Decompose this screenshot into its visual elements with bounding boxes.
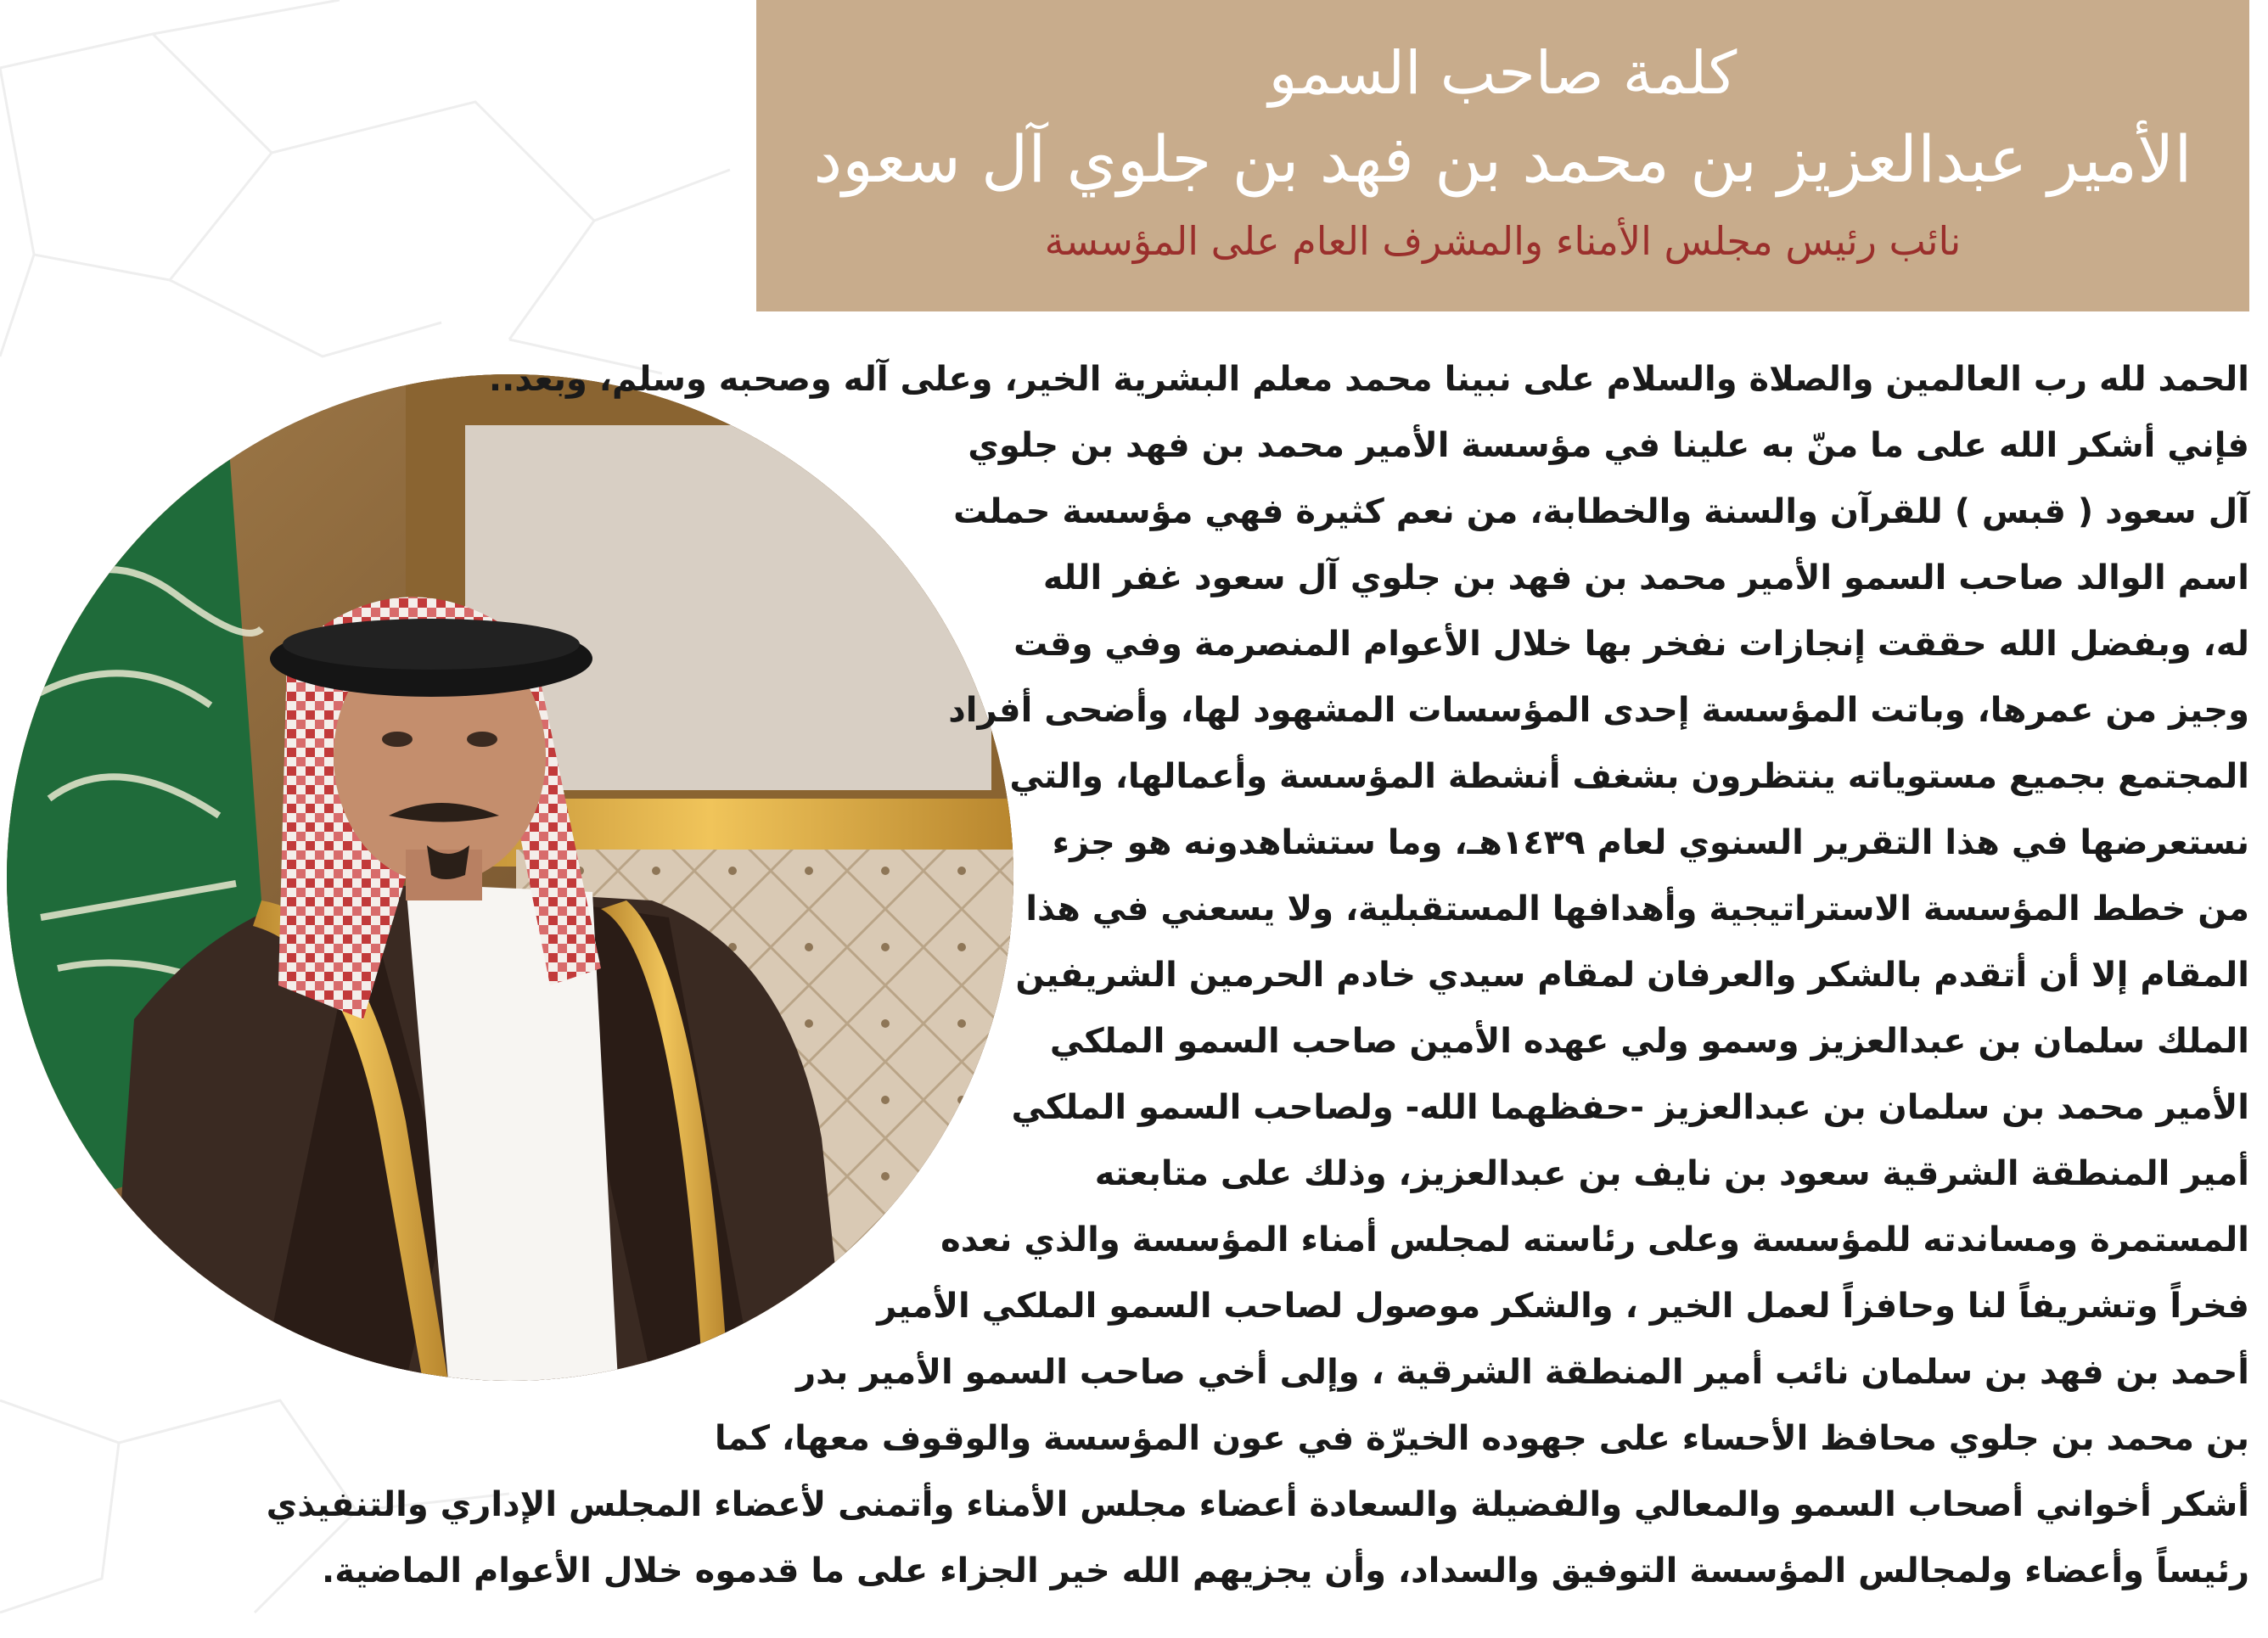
speaker-position: نائب رئيس مجلس الأمناء والمشرف العام على المؤسسة xyxy=(1044,218,1962,264)
speech-line: الملك سلمان بن عبدالعزيز وسمو ولي عهده الأمين صاحب السمو الملكي xyxy=(1049,1022,2249,1061)
speech-line: له، وبفضل الله حققت إنجازات نفخر بها خلال الأعوام المنصرمة وفي وقت xyxy=(1013,625,2249,664)
speech-line: رئيساً وأعضاء ولمجالس المؤسسة التوفيق والسداد، وأن يجزيهم الله خير الجزاء على ما قدموه خلال الأعوام الماضية. xyxy=(322,1551,2249,1590)
speech-line: المستمرة ومساندته للمؤسسة وعلى رئاسته لمجلس أمناء المؤسسة والذي نعده xyxy=(940,1220,2249,1259)
speech-line: المقام إلا أن أتقدم بالشكر والعرفان لمقام سيدي خادم الحرمين الشريفين xyxy=(1015,956,2249,995)
speech-line: فخراً وتشريفاً لنا وحافزاً لعمل الخير ، والشكر موصول لصاحب السمو الملكي الأمير xyxy=(877,1287,2249,1326)
speech-body xyxy=(266,346,2249,1604)
speech-line: الحمد لله رب العالمين والصلاة والسلام على نبينا محمد معلم البشرية الخير، وعلى آله وصحبه وسلم، وبعد.. xyxy=(488,360,2249,399)
speech-line: أمير المنطقة الشرقية سعود بن نايف بن عبدالعزيز، وذلك على متابعته xyxy=(1094,1154,2249,1193)
speech-line: الأمير محمد بن سلمان بن عبدالعزيز -حفظهما الله- ولصاحب السمو الملكي xyxy=(1011,1088,2249,1127)
page-title: كلمة صاحب السمو xyxy=(1268,38,1737,108)
speech-line: المجتمع بجميع مستوياته ينتظرون بشغف أنشطة المؤسسة وأعمالها، والتي xyxy=(1009,757,2249,796)
speech-line: نستعرضها في هذا التقرير السنوي لعام ١٤٣٩هـ، وما ستشاهدونه هو جزء xyxy=(1052,823,2249,862)
speech-line: من خطط المؤسسة الاستراتيجية وأهدافها المستقبلية، ولا يسعني في هذا xyxy=(1025,889,2249,928)
header-band xyxy=(756,0,2249,311)
speech-line: آل سعود ( قبس ) للقرآن والسنة والخطابة، من نعم كثيرة فهي مؤسسة حملت xyxy=(953,492,2249,531)
speech-line: أحمد بن فهد بن سلمان نائب أمير المنطقة الشرقية ، وإلى أخي صاحب السمو الأمير بدر xyxy=(796,1353,2249,1392)
speech-line: وجيز من عمرها، وباتت المؤسسة إحدى المؤسسات المشهود لها، وأضحى أفراد xyxy=(948,691,2249,730)
speech-line: بن محمد بن جلوي محافظ الأحساء على جهوده الخيرّة في عون المؤسسة والوقوف معها، كما xyxy=(714,1419,2249,1458)
speech-line: أشكر أخواني أصحاب السمو والمعالي والفضيلة والسعادة أعضاء مجلس الأمناء وأتمنى لأعضاء المجلس الإداري والتنفيذي xyxy=(266,1485,2249,1524)
speaker-name: الأمير عبدالعزيز بن محمد بن فهد بن جلوي آل سعود xyxy=(813,121,2192,197)
speech-line: فإني أشكر الله على ما منّ به علينا في مؤسسة الأمير محمد بن فهد بن جلوي xyxy=(968,426,2249,465)
speech-line: اسم الوالد صاحب السمو الأمير محمد بن فهد بن جلوي آل سعود غفر الله xyxy=(1042,558,2249,597)
